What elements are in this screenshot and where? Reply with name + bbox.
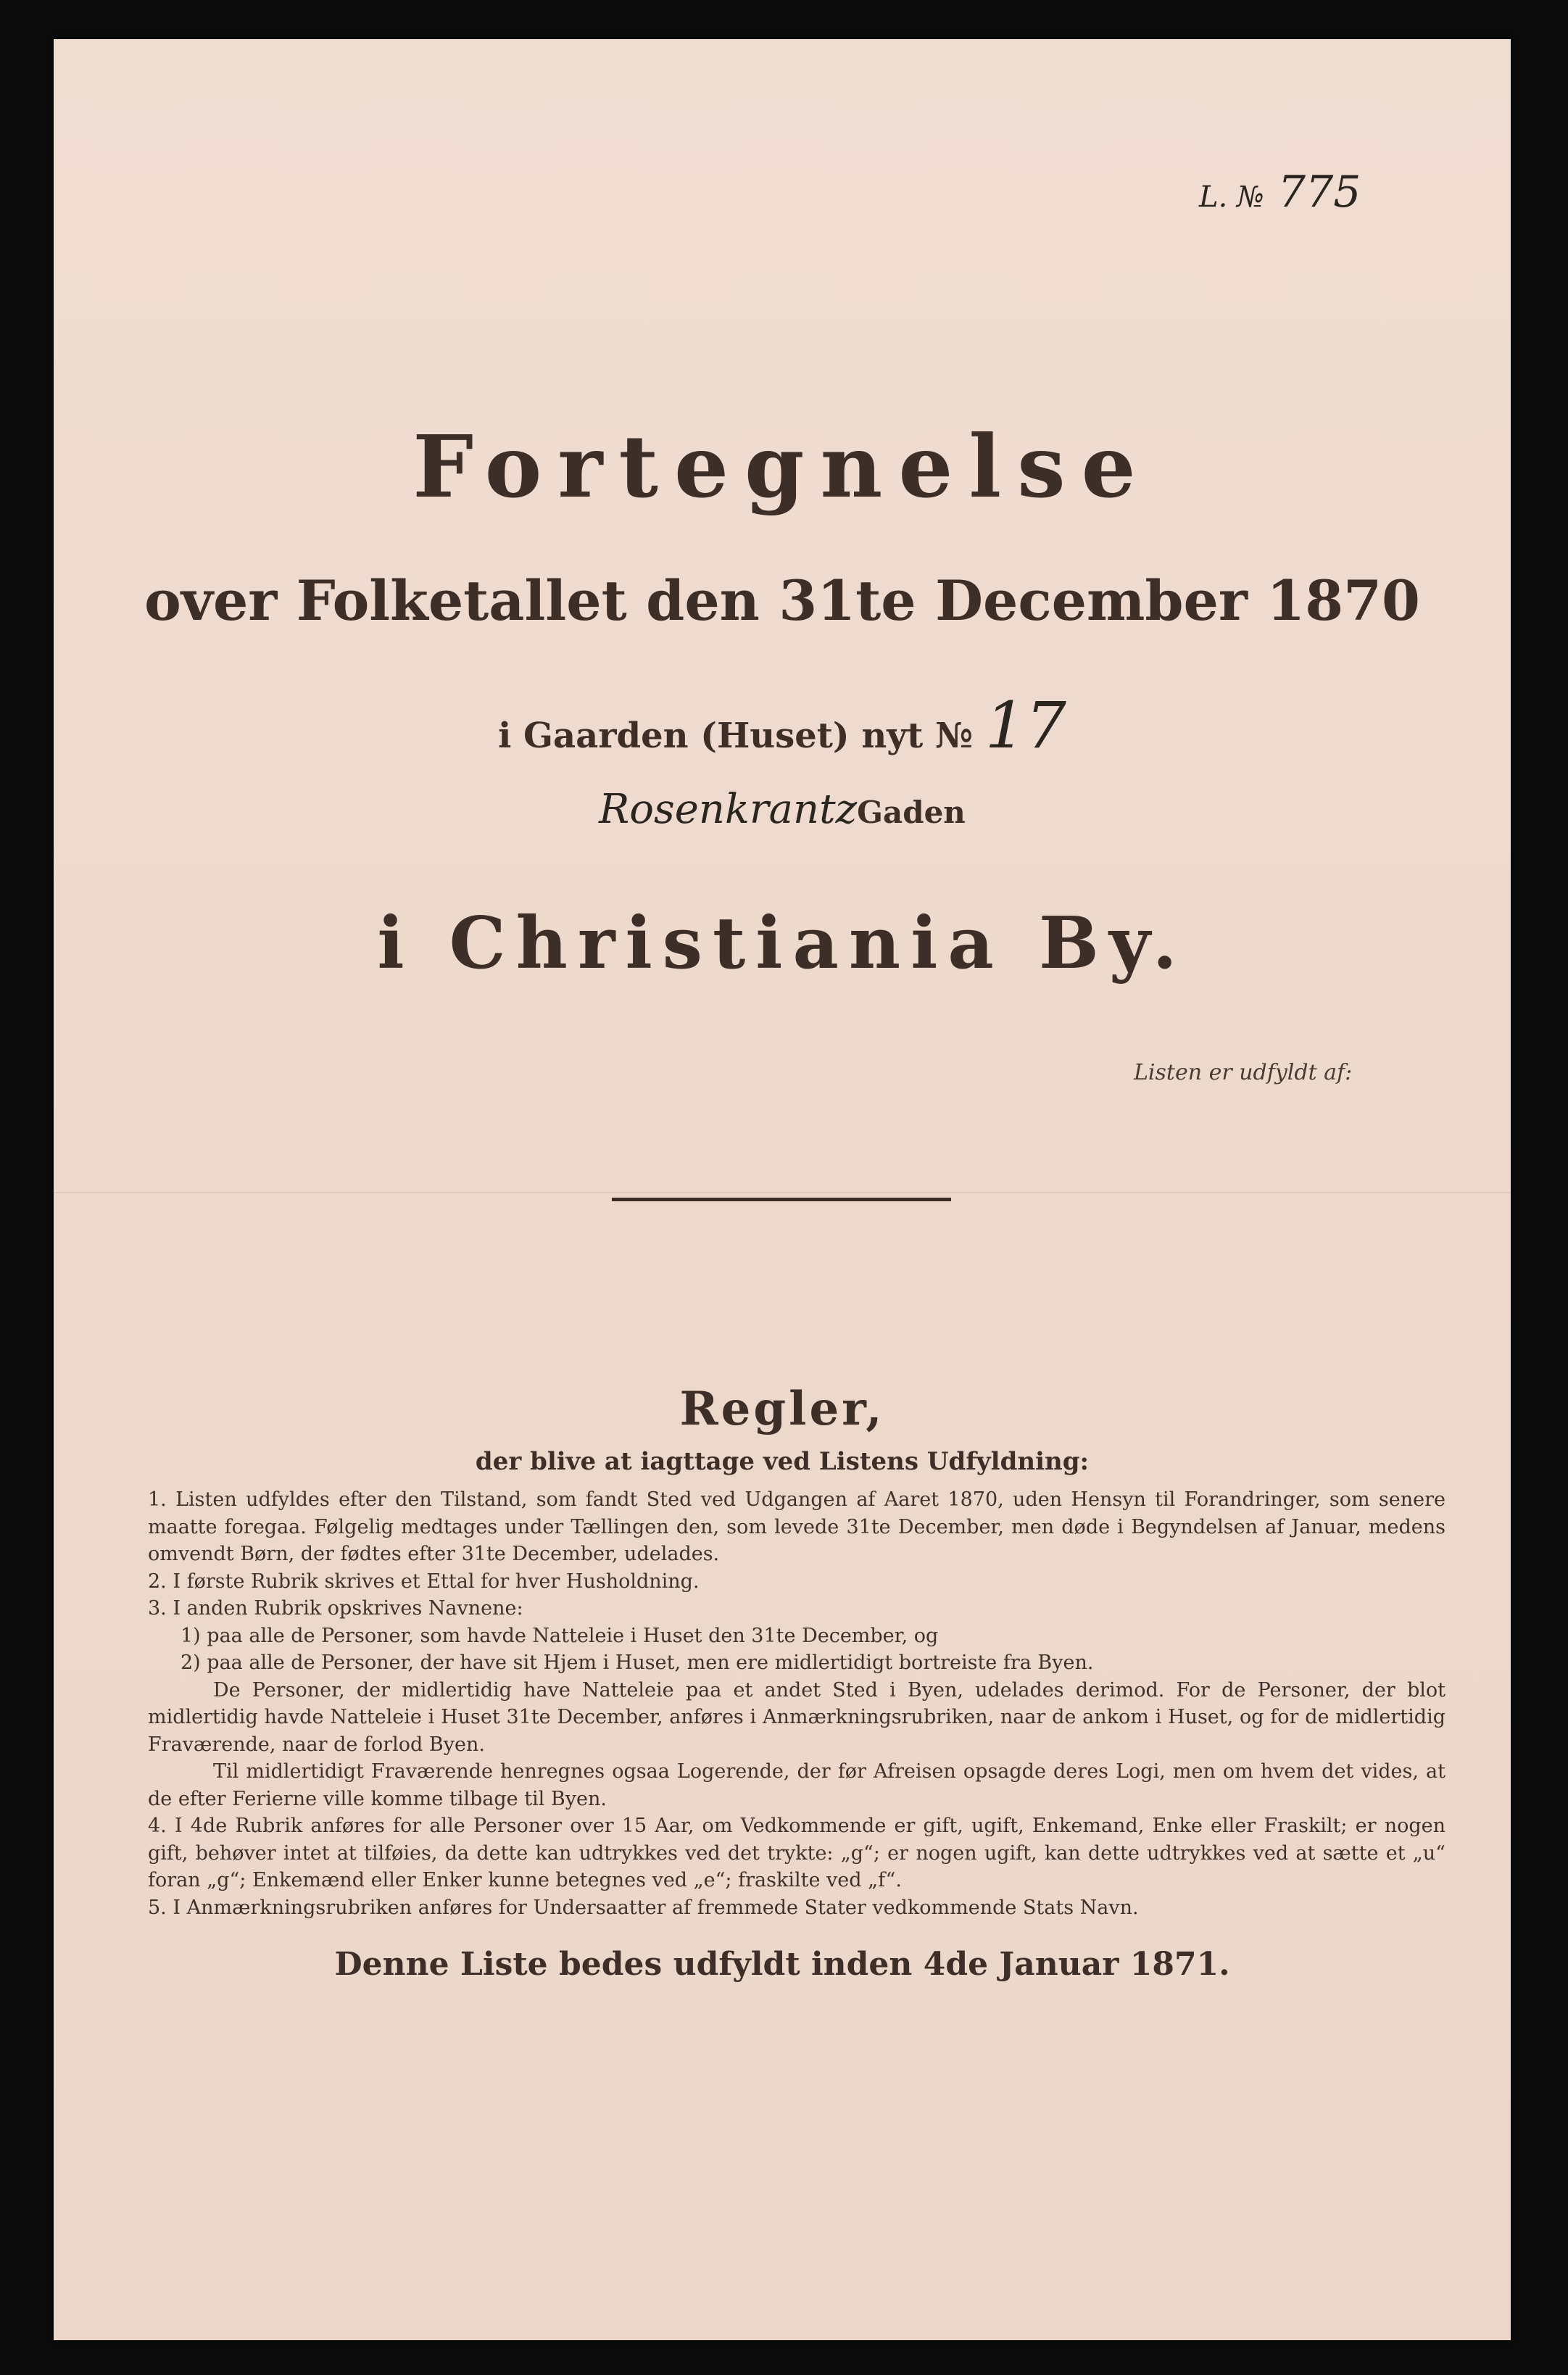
- city-line: i Christiania By.: [377, 902, 1187, 985]
- street-name-handwritten: Rosenkrantz: [599, 786, 858, 833]
- rule-item-1: 1. Listen udfyldes efter den Tilstand, som fandt Sted ved Udgangen af Aaret 1870, uden Hensyn til Forandringer, som senere maatte foregaa. Følgelig medtages under Tællingen den, som levede 31te December, men døde i Begyndelsen af Januar, medens omvendt Børn, der fødtes efter 31te December, udelades.: [148, 1488, 1445, 1565]
- divider-rule: [612, 1198, 951, 1201]
- rule-item-5: 5. I Anmærkningsrubriken anføres for Undersaatter af fremmede Stater vedkommende Stats Navn.: [148, 1896, 1139, 1919]
- list-number-label: L. №: [1199, 181, 1264, 214]
- list-number-value: 775: [1277, 167, 1361, 217]
- house-line: [54, 688, 1511, 763]
- rule-item-3-note-1: De Personer, der midlertidig have Natteleie paa et andet Sted i Byen, udelades derimod. For de Personer, der blot midlertidig havde Natteleie i Huset 31te December, anføres i Anmærkningsrubriken, naar de ankom i Huset, og for de midlertidig Fraværende, naar de forlod Byen.: [148, 1678, 1445, 1756]
- fold-line: [54, 1192, 1511, 1193]
- house-number: 17: [984, 688, 1066, 763]
- street-line: [54, 786, 1511, 833]
- deadline-note: Denne Liste bedes udfyldt inden 4de Januar 1871.: [334, 1946, 1230, 1983]
- rule-item-3-sub-1: 1) paa alle de Personer, som havde Natteleie i Huset den 31te December, og: [181, 1624, 939, 1647]
- rule-item-3-note-2: Til midlertidigt Fraværende henregnes ogsaa Logerende, der før Afreisen opsagde deres Logi, men om hvem det vides, at de efter Ferierne ville komme tilbage til Byen.: [148, 1760, 1445, 1810]
- rules-heading: Regler,: [679, 1382, 885, 1436]
- rule-item-3: 3. I anden Rubrik opskrives Navnene:: [148, 1597, 523, 1620]
- rule-item-2: 2. I første Rubrik skrives et Ettal for hver Husholdning.: [148, 1570, 700, 1593]
- street-suffix: Gaden: [857, 795, 966, 830]
- filled-by-label: Listen er udfyldt af:: [1134, 1060, 1353, 1085]
- rule-item-3-sub-2: 2) paa alle de Personer, der have sit Hjem i Huset, men ere midlertidigt bortreiste fra Byen.: [181, 1651, 1094, 1674]
- form-subtitle: over Folketallet den 31te December 1870: [144, 568, 1420, 633]
- form-title: Fortegnelse: [412, 416, 1152, 517]
- rules-list: [148, 1486, 1445, 1921]
- list-number: [1199, 167, 1361, 217]
- rules-subheading: der blive at iagttage ved Listens Udfyldning:: [475, 1447, 1090, 1476]
- census-form-sheet: [54, 39, 1511, 2340]
- house-label: i Gaarden (Huset) nyt №: [498, 716, 974, 756]
- rule-item-4: 4. I 4de Rubrik anføres for alle Personer over 15 Aar, om Vedkommende er gift, ugift, Enkemand, Enke eller Fraskilt; er nogen gift, behøver intet at tilføies, da dette kan udtrykkes ved det trykte: „g“; er nogen ugift, kan dette udtrykkes ved at sætte et „u“ foran „g“; Enkemænd eller Enker kunne betegnes ved „e“; fraskilte ved „f“.: [148, 1815, 1445, 1891]
